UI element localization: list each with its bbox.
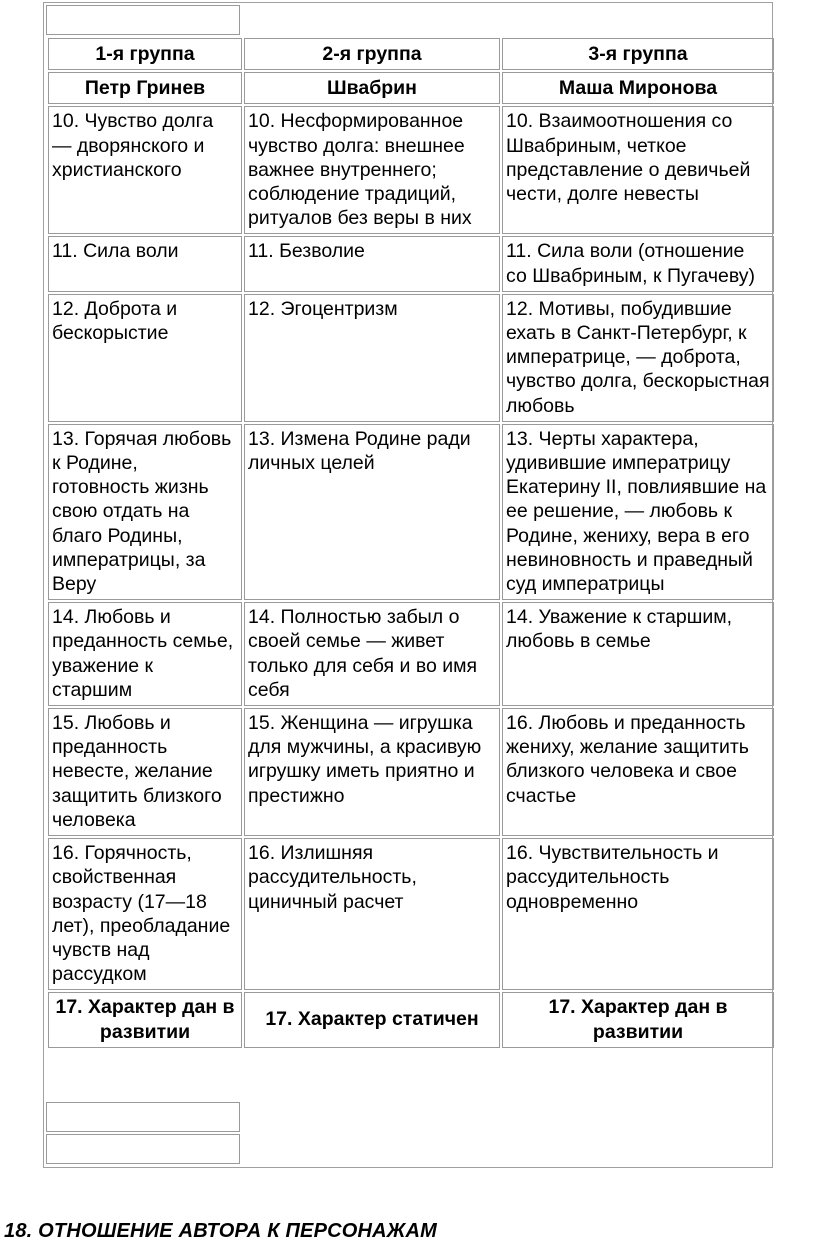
- table-cell: 11. Сила воли (отношение со Швабриным, к Пугачеву): [502, 236, 774, 291]
- table-cell: 10. Чувство долга — дворянского и христианского: [48, 106, 242, 234]
- character-header-row: [48, 72, 774, 104]
- table-cell: 16. Чувствительность и рассудительность одновременно: [502, 838, 774, 990]
- table-cell: 17. Характер дан в развитии: [502, 992, 774, 1047]
- group-header: 2-я группа: [244, 38, 500, 70]
- character-header: Петр Гринев: [48, 72, 242, 104]
- group-header: 1-я группа: [48, 38, 242, 70]
- table-row: [48, 424, 774, 600]
- empty-cell-bottom-2: [46, 1134, 240, 1164]
- table-row: [48, 236, 774, 291]
- table-cell: 10. Взаимоотношения со Швабриным, четкое представление о девичьей чести, долге невесты: [502, 106, 774, 234]
- character-comparison-table: [46, 36, 776, 1050]
- empty-cell-top: [46, 5, 240, 35]
- table-cell: 15. Женщина — игрушка для мужчины, а красивую игрушку иметь приятно и престижно: [244, 708, 500, 836]
- table-cell: 14. Полностью забыл о своей семье — живет только для себя и во имя себя: [244, 602, 500, 706]
- table-cell: 13. Черты характера, удивившие императрицу Екатерину II, повлиявшие на ее решение, — любовь к Родине, жениху, вера в его невиновность и праведный суд императрицы: [502, 424, 774, 600]
- table-row: [48, 294, 774, 422]
- table-cell: 12. Доброта и бескорыстие: [48, 294, 242, 422]
- table-row: [48, 992, 774, 1047]
- table-cell: 12. Эгоцентризм: [244, 294, 500, 422]
- table-cell: 16. Горячность, свойственная возрасту (17—18 лет), преобладание чувств над рассудком: [48, 838, 242, 990]
- table-cell: 12. Мотивы, побудившие ехать в Санкт-Петербург, к императрице, — доброта, чувство долга, бескорыстная любовь: [502, 294, 774, 422]
- table-row: [48, 602, 774, 706]
- empty-cell-bottom-1: [46, 1102, 240, 1132]
- table-cell: 11. Сила воли: [48, 236, 242, 291]
- character-header: Швабрин: [244, 72, 500, 104]
- table-row: [48, 106, 774, 234]
- table-cell: 14. Уважение к старшим, любовь в семье: [502, 602, 774, 706]
- table-row: [48, 838, 774, 990]
- table-cell: 14. Любовь и преданность семье, уважение к старшим: [48, 602, 242, 706]
- table-cell: 13. Горячая любовь к Родине, готовность жизнь свою отдать на благо Родины, императрицы, за Веру: [48, 424, 242, 600]
- table-cell: 17. Характер дан в развитии: [48, 992, 242, 1047]
- table-cell: 13. Измена Родине ради личных целей: [244, 424, 500, 600]
- group-header-row: [48, 38, 774, 70]
- character-header: Маша Миронова: [502, 72, 774, 104]
- table-cell: 10. Несформированное чувство долга: внешнее важнее внутреннего; соблюдение традиций, ритуалов без веры в них: [244, 106, 500, 234]
- table-cell: 17. Характер статичен: [244, 992, 500, 1047]
- table-row: [48, 708, 774, 836]
- table-cell: 15. Любовь и преданность невесте, желание защитить близкого человека: [48, 708, 242, 836]
- section-heading: 18. ОТНОШЕНИЕ АВТОРА К ПЕРСОНАЖАМ: [4, 1220, 438, 1242]
- table-cell: 16. Любовь и преданность жениху, желание защитить близкого человека и свое счастье: [502, 708, 774, 836]
- table-cell: 16. Излишняя рассудительность, циничный расчет: [244, 838, 500, 990]
- table-cell: 11. Безволие: [244, 236, 500, 291]
- group-header: 3-я группа: [502, 38, 774, 70]
